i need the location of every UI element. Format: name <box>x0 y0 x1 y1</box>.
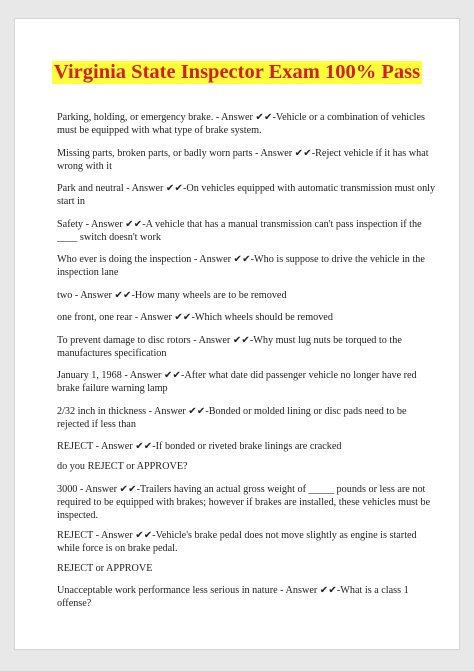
qa-item: REJECT - Answer ✔✔-If bonded or riveted brake linings are cracked <box>57 441 342 452</box>
qa-item: REJECT or APPROVE <box>57 562 153 574</box>
qa-item: Unacceptable work performance less serious in nature - Answer ✔✔-What is a class 1 offense? <box>57 585 409 609</box>
qa-item: Park and neutral - Answer ✔✔-On vehicles equipped with automatic transmission must only start in <box>57 183 436 207</box>
qa-item: Missing parts, broken parts, or badly worn parts - Answer ✔✔-Reject vehicle if it has what wrong with it <box>57 147 429 172</box>
document-title <box>15 61 459 84</box>
qa-item: To prevent damage to disc rotors - Answer ✔✔-Why must lug nuts be torqued to the manufactures specification <box>57 334 402 359</box>
qa-item: Safety - Answer ✔✔-A vehicle that has a manual transmission can't pass inspection if the ____ switch doesn't work <box>57 218 422 243</box>
document-body <box>57 111 441 620</box>
qa-item: 3000 - Answer ✔✔-Trailers having an actual gross weight of _____ pounds or less are not required to be equipped with brakes; however if brakes are installed, these vehicles must be inspected. <box>57 483 431 521</box>
qa-item: January 1, 1968 - Answer ✔✔-After what date did passenger vehicle no longer have red brake failure warning lamp <box>57 370 417 394</box>
qa-item: one front, one rear - Answer ✔✔-Which wheels should be removed <box>57 312 333 323</box>
qa-item: two - Answer ✔✔-How many wheels are to be removed <box>57 289 287 301</box>
document-title-text: Virginia State Inspector Exam 100% Pass <box>53 61 421 83</box>
qa-item: Who ever is doing the inspection - Answer ✔✔-Who is suppose to drive the vehicle in the inspection lane <box>57 254 425 278</box>
qa-item: 2/32 inch in thickness - Answer ✔✔-Bonded or molded lining or disc pads need to be rejected if less than <box>57 405 407 430</box>
document-page <box>14 18 460 650</box>
qa-item: REJECT - Answer ✔✔-Vehicle's brake pedal does not move slightly as engine is started while force is on brake pedal. <box>57 529 417 554</box>
qa-item: do you REJECT or APPROVE? <box>57 461 188 472</box>
qa-item: Parking, holding, or emergency brake. - Answer ✔✔-Vehicle or a combination of vehicles must be equipped with what type of brake system. <box>57 112 425 136</box>
